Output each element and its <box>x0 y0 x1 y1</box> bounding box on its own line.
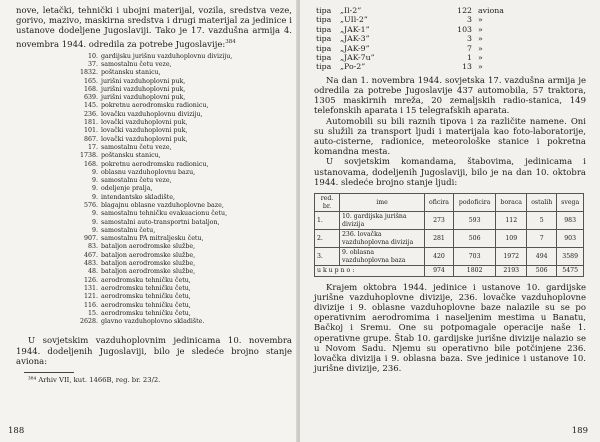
row-number: 3. <box>315 248 340 266</box>
value-cell: 506 <box>453 230 495 248</box>
unit-list-item <box>16 102 292 110</box>
left-page <box>0 0 298 442</box>
aircraft-type-word: tipa <box>316 34 332 44</box>
footnote-ref-384: 384 <box>225 38 236 45</box>
unit-list-item <box>16 136 292 144</box>
unit-list-item <box>16 227 292 235</box>
value-cell: 281 <box>425 230 454 248</box>
value-cell: 420 <box>425 248 454 266</box>
footnote: ³⁸⁴ Arhiv VII, kut. 1466B, reg. br. 23/2. <box>28 376 161 385</box>
unit-name: jurišni vazduhoplovni puk, <box>101 77 186 85</box>
aircraft-unit: » <box>478 15 483 25</box>
page-number-right: 189 <box>571 426 588 436</box>
unit-list-item <box>16 210 292 218</box>
unit-list-item <box>16 268 292 276</box>
aircraft-count: 3 <box>467 34 472 44</box>
value-cell: 494 <box>527 248 557 266</box>
value-cell: 983 <box>557 212 584 230</box>
unit-list-item <box>16 285 292 293</box>
aircraft-row <box>314 34 586 43</box>
unit-list-item <box>16 219 292 227</box>
unit-name: aerodromsku tehničku četu, <box>101 284 191 292</box>
unit-list-item <box>16 86 292 94</box>
aircraft-name: „JAK-7u” <box>340 53 375 63</box>
unit-list-item <box>16 119 292 127</box>
unit-name: pokretnu aerodromsku radionicu, <box>101 160 209 168</box>
unit-number: 9. <box>91 226 98 234</box>
unit-number: 37. <box>87 60 98 68</box>
unit-name: poštansku stanicu, <box>101 69 161 77</box>
unit-name: odeljenje pralja, <box>101 185 153 193</box>
value-cell: 703 <box>453 248 495 266</box>
unit-list-item <box>16 318 292 326</box>
unit-list-item <box>16 127 292 135</box>
unit-number: 2628. <box>79 318 98 326</box>
unit-list-item <box>16 144 292 152</box>
aircraft-type-word: tipa <box>316 43 332 53</box>
unit-list-item <box>16 177 292 185</box>
unit-name: samostalnu četu veze, <box>101 177 172 185</box>
unit-number: 639. <box>83 94 98 102</box>
unit-number: 236. <box>83 110 98 118</box>
header-ostalih: ostalih <box>527 194 557 212</box>
unit-list-item <box>16 69 292 77</box>
unit-number: 181. <box>83 119 98 127</box>
value-cell: 7 <box>527 230 557 248</box>
right-paragraph-1: Na dan 1. novembra 1944. sovjetska 17. vazdušna armija je odredila za potrebe Jugoslavije 437 automobila, 57 traktora, 1305 maskirnih mreža, 20 zemaljskih radio-stanica, 149 telefonskih aparata i 15 telegrafskih aparata. <box>314 75 586 117</box>
aircraft-type-word: tipa <box>316 53 332 63</box>
unit-list-item <box>16 161 292 169</box>
aircraft-unit: » <box>478 62 483 72</box>
unit-list <box>16 53 292 327</box>
unit-list-item <box>16 277 292 285</box>
unit-number: 9. <box>91 177 98 185</box>
unit-number: 907. <box>83 235 98 243</box>
total-cell: 974 <box>425 266 454 277</box>
unit-number: 1832. <box>79 69 98 77</box>
row-number: 1. <box>315 212 340 230</box>
unit-number: 10. <box>87 52 98 60</box>
total-cell: 506 <box>527 266 557 277</box>
unit-name: oblasnu vazduhoplovnu bazu, <box>101 168 196 176</box>
aircraft-row <box>314 6 586 15</box>
aircraft-row <box>314 25 586 34</box>
row-number: 2. <box>315 230 340 248</box>
total-cell: 1802 <box>453 266 495 277</box>
unit-number: 83. <box>87 243 98 251</box>
unit-number: 116. <box>83 301 98 309</box>
personnel-table <box>314 193 584 277</box>
unit-list-item <box>16 252 292 260</box>
unit-list-item <box>16 293 292 301</box>
unit-name: samostalni auto-transportni bataljon, <box>101 218 220 226</box>
value-cell: 3589 <box>557 248 584 266</box>
header-boraca: boraca <box>496 194 527 212</box>
unit-name: lovački vazduhoplovni puk, <box>101 127 188 135</box>
unit-name: bataljon aerodromske službe, <box>101 260 196 268</box>
aircraft-unit: » <box>478 53 483 63</box>
right-page <box>300 0 600 442</box>
unit-number: 576. <box>83 201 98 209</box>
right-paragraph-2: Automobili su bili raznih tipova i za različite namene. Oni su služili za transport ljudi i materijala kao foto-laboratorije, auto-cisterne, radionice, meteorološke stanice i pokretna komandna mesta. <box>314 116 586 158</box>
table-total-row <box>315 266 584 277</box>
unit-number: 9. <box>91 168 98 176</box>
header-red-br: red. br. <box>315 194 340 212</box>
table-header-row <box>315 194 584 212</box>
header-ime: ime <box>340 194 425 212</box>
unit-number: 15. <box>87 309 98 317</box>
left-paragraph-2: U sovjetskim vazduhoplovnim jedinicama 10. novembra 1944. dodeljenih Jugoslaviji, bilo je sledeće brojno stanje aviona: <box>16 336 292 367</box>
unit-list-item <box>16 302 292 310</box>
unit-name: lovačku vazduhoplovnu diviziju, <box>101 110 203 118</box>
value-cell: 593 <box>453 212 495 230</box>
aircraft-row <box>314 15 586 24</box>
header-svega: svega <box>557 194 584 212</box>
unit-list-item <box>16 310 292 318</box>
aircraft-count: 103 <box>457 24 472 34</box>
unit-name: aerodromsku tehničku četu, <box>101 293 191 301</box>
total-cell: 5475 <box>557 266 584 277</box>
unit-name: samostalnu četu veze, <box>101 143 172 151</box>
unit-name: samostalnu tehničku evakuacionu četu, <box>101 210 228 218</box>
aircraft-unit: » <box>478 34 483 44</box>
unit-name: pokretnu aerodromsku radionicu, <box>101 102 209 110</box>
aircraft-type-word: tipa <box>316 15 332 25</box>
unit-list-item <box>16 111 292 119</box>
right-paragraph-3: U sovjetskim komandama, štabovima, jedinicama i ustanovama, dodeljenih Jugoslaviji, bilo je na dan 10. oktobra 1944. sledeće brojno stanje ljudi: <box>314 157 586 188</box>
footnote-rule <box>24 372 74 373</box>
unit-list-item <box>16 185 292 193</box>
unit-cell: 10. gardijska jurišna divizija <box>340 212 425 230</box>
unit-number: 483. <box>83 260 98 268</box>
unit-name: samostalnu četu veze, <box>101 60 172 68</box>
unit-name: glavno vazduhoplovno skladište. <box>101 318 205 326</box>
unit-name: samostalnu četu, <box>101 226 156 234</box>
unit-cell: 9. oblasna vazduhoplovna baza <box>340 248 425 266</box>
unit-list-item <box>16 94 292 102</box>
unit-number: 9. <box>91 185 98 193</box>
aircraft-count: 13 <box>462 62 472 72</box>
value-cell: 5 <box>527 212 557 230</box>
unit-cell: 236. lovačka vazduhoplovna divizija <box>340 230 425 248</box>
aircraft-row <box>314 53 586 62</box>
unit-name: poštansku stanicu, <box>101 152 161 160</box>
value-cell: 903 <box>557 230 584 248</box>
unit-list-item <box>16 53 292 61</box>
unit-name: bataljon aerodromske službe, <box>101 243 196 251</box>
unit-list-item <box>16 202 292 210</box>
unit-name: intendantsko skladište, <box>101 193 175 201</box>
unit-name: gardijsku jurišnu vazduhoplovnu diviziju, <box>101 52 233 60</box>
unit-name: bataljon aerodromske službe, <box>101 268 196 276</box>
value-cell: 1972 <box>496 248 527 266</box>
unit-number: 131. <box>83 284 98 292</box>
unit-name: lovački vazduhoplovni puk, <box>101 135 188 143</box>
table-row <box>315 248 584 266</box>
unit-number: 9. <box>91 193 98 201</box>
unit-number: 168. <box>83 85 98 93</box>
unit-name: aerodromsku tehničku četu, <box>101 301 191 309</box>
unit-name: lovački vazduhoplovni puk, <box>101 119 188 127</box>
table-row <box>315 212 584 230</box>
aircraft-count: 7 <box>467 43 472 53</box>
value-cell: 109 <box>496 230 527 248</box>
aircraft-name: „JAK-1” <box>340 24 370 34</box>
unit-number: 121. <box>83 293 98 301</box>
aircraft-unit: » <box>478 43 483 53</box>
aircraft-list <box>314 6 586 72</box>
unit-number: 17. <box>87 143 98 151</box>
table-row <box>315 230 584 248</box>
unit-number: 165. <box>83 77 98 85</box>
value-cell: 112 <box>496 212 527 230</box>
unit-name: samostalnu PA mitraljesku četu, <box>101 235 204 243</box>
unit-number: 145. <box>83 102 98 110</box>
unit-name: aerodromsku tehničku četu, <box>101 276 191 284</box>
unit-number: 9. <box>91 218 98 226</box>
unit-list-item <box>16 194 292 202</box>
unit-name: blagajnu oblasne vazduhoplovne baze, <box>101 201 224 209</box>
page-number-left: 188 <box>8 426 25 436</box>
unit-number: 168. <box>83 160 98 168</box>
aircraft-name: „JAK-3” <box>340 34 370 44</box>
unit-list-item <box>16 260 292 268</box>
aircraft-name: „JAK-9” <box>340 43 370 53</box>
aircraft-name: „Il-2” <box>340 6 362 15</box>
unit-number: 9. <box>91 210 98 218</box>
unit-number: 1738. <box>79 152 98 160</box>
unit-list-item <box>16 169 292 177</box>
right-paragraph-4: Krajem oktobra 1944. jedinice i ustanove 10. gardijske jurišne vazduhoplovne divizije, 236. lovačke vazduhoplovne divizije i 9. oblasne vazduhoplovne baze nalazile su se po operativnim aerodromima i naseljenim mestima u Banatu, Bačkoj i Sremu. One su potpomagale operacije naše 1. operativne grupe. Štab 10. gardijske jurišne divizije nalazio se u Novom Sadu. Njemu su operativno bile potčinjene 236. lovačka divizija i 9. oblasna baza. Sve jedinice i ustanove 10. jurišne divizije, 236. <box>314 282 586 375</box>
aircraft-count: 3 <box>467 15 472 25</box>
aircraft-type-word: tipa <box>316 6 332 15</box>
unit-number: 48. <box>87 268 98 276</box>
aircraft-unit: aviona <box>478 6 504 15</box>
unit-name: jurišni vazduhoplovni puk, <box>101 94 186 102</box>
unit-list-item <box>16 152 292 160</box>
total-label: u k u p n o : <box>315 266 425 277</box>
aircraft-type-word: tipa <box>316 62 332 72</box>
unit-list-item <box>16 235 292 243</box>
aircraft-name: „UIl-2” <box>340 15 368 25</box>
aircraft-count: 122 <box>457 6 472 15</box>
left-paragraph-1: nove, letački, tehnički i ubojni materijal, vozila, sredstva veze, gorivo, mazivo, maskirna sredstva i drugi materijal za jedinice i ustanove dodeljene Jugoslaviji. Tako je 17. vazdušna armija 4. novembra 1944. odredila za potrebe Jugoslavije:$^{384}$ <box>16 6 292 50</box>
aircraft-row <box>314 62 586 71</box>
aircraft-count: 1 <box>467 53 472 63</box>
header-podoficira: podoficira <box>453 194 495 212</box>
unit-number: 867. <box>83 135 98 143</box>
value-cell: 273 <box>425 212 454 230</box>
aircraft-type-word: tipa <box>316 24 332 34</box>
unit-name: aerodromsku tehničku četu, <box>101 309 191 317</box>
aircraft-row <box>314 44 586 53</box>
unit-list-item <box>16 243 292 251</box>
unit-name: jurišni vazduhoplovni puk, <box>101 85 186 93</box>
unit-list-item <box>16 78 292 86</box>
total-cell: 2193 <box>496 266 527 277</box>
unit-list-item <box>16 61 292 69</box>
unit-number: 101. <box>83 127 98 135</box>
header-oficira: oficira <box>425 194 454 212</box>
unit-number: 467. <box>83 251 98 259</box>
aircraft-unit: » <box>478 24 483 34</box>
aircraft-name: „Po-2” <box>340 62 366 72</box>
unit-number: 126. <box>83 276 98 284</box>
unit-name: bataljon aerodromske službe, <box>101 251 196 259</box>
